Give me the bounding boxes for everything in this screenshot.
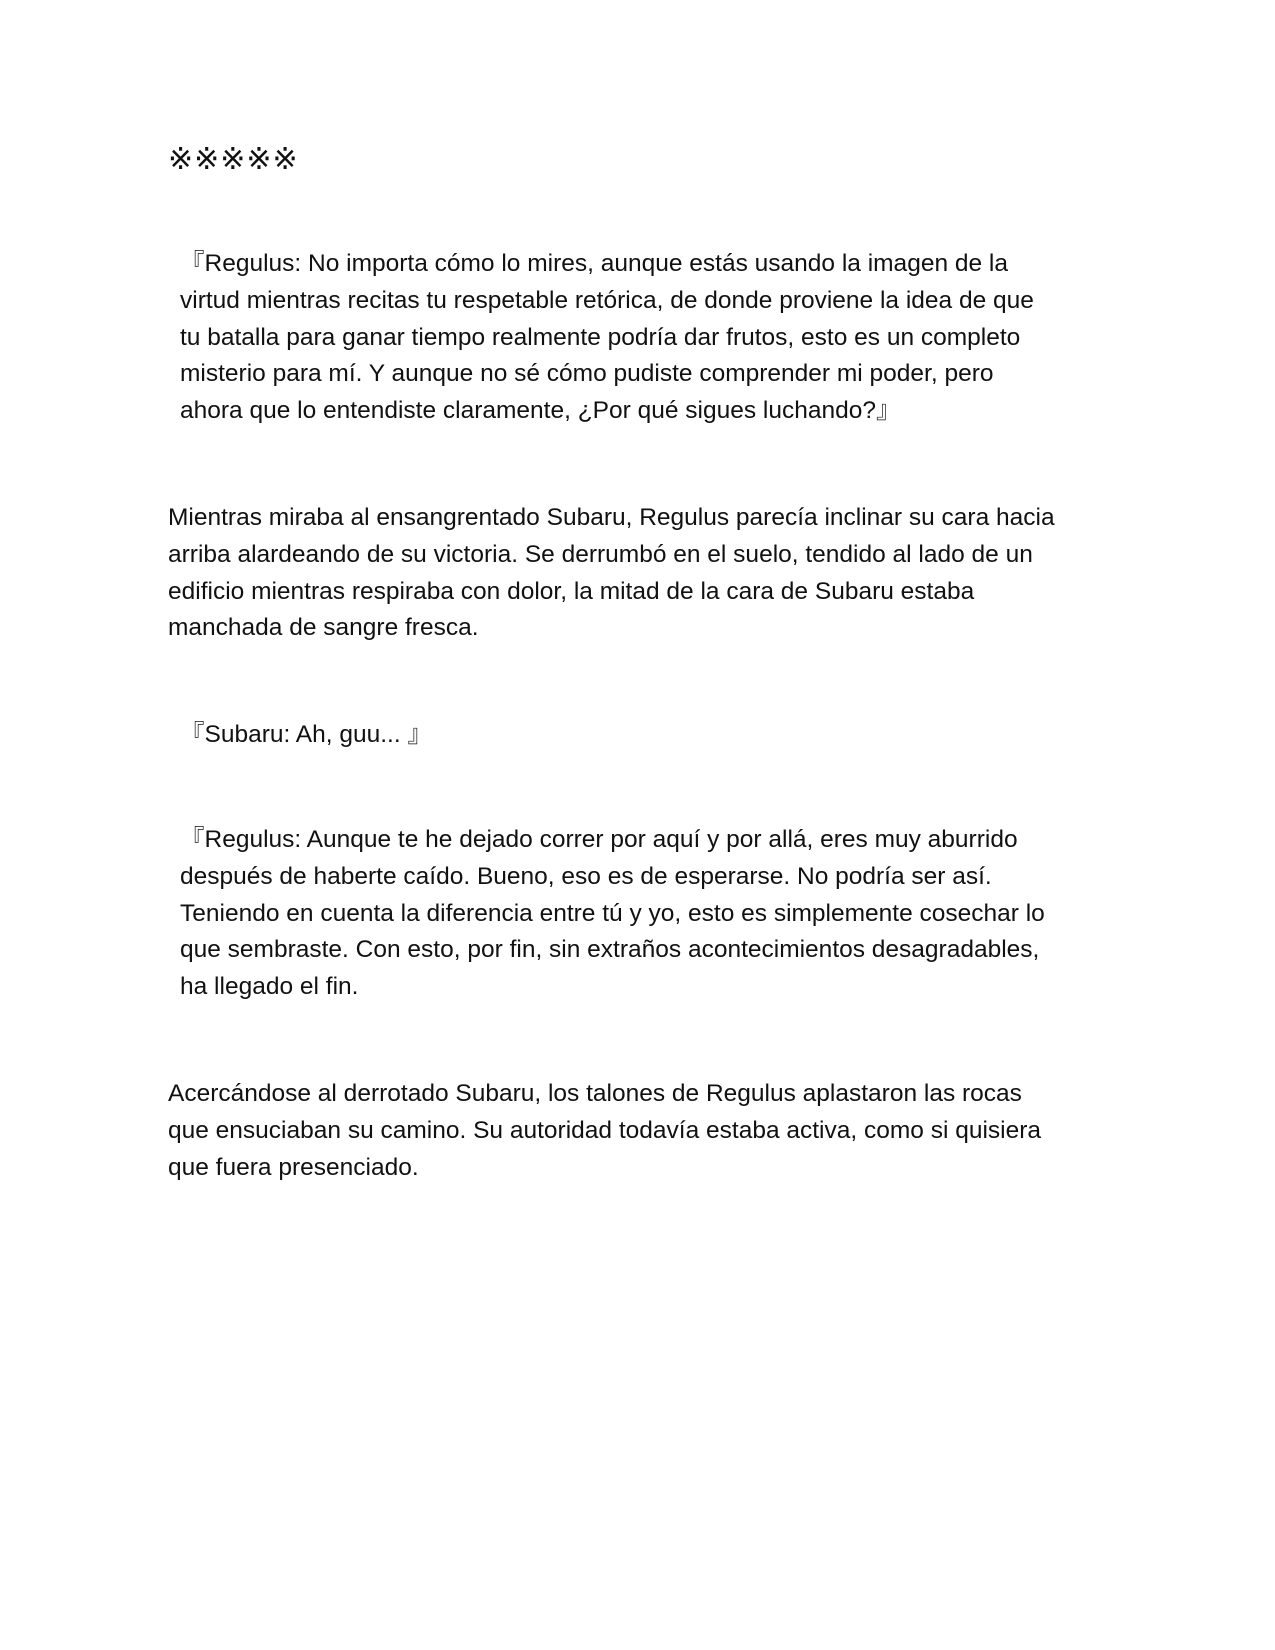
dialogue-regulus-1: 『Regulus: No importa cómo lo mires, aunque estás usando la imagen de la virtud mientras recitas tu respetable retórica, de donde proviene la idea de que tu batalla para ganar tiempo realmente podría dar frutos, esto es un completo misterio para mí. Y aunque no sé cómo pudiste comprender mi poder, pero ahora que lo entendiste claramente, ¿Por qué sigues luchando?』 <box>180 250 1034 425</box>
dialogue-subaru: 『Subaru: Ah, guu... 』 <box>180 721 432 749</box>
narration-1: Mientras miraba al ensangrentado Subaru, Regulus parecía inclinar su cara hacia arriba alardeando de su victoria. Se derrumbó en el suelo, tendido al lado de un edificio mientras respiraba con dolor, la mitad de la cara de Subaru estaba manchada de sangre fresca. <box>168 503 1055 642</box>
narration-2: Acercándose al derrotado Subaru, los talones de Regulus aplastaron las rocas que ensuciaban su camino. Su autoridad todavía estaba activa, como si quisiera que fuera presenciado. <box>168 1079 1042 1181</box>
document-body <box>168 140 1058 1186</box>
dialogue-regulus-2: 『Regulus: Aunque te he dejado correr por aquí y por allá, eres muy aburrido después de haberte caído. Bueno, eso es de esperarse. No podría ser así. Teniendo en cuenta la diferencia entre tú y yo, esto es simplemente cosechar lo que sembraste. Con esto, por fin, sin extraños acontecimientos desagradables, ha llegado el fin. <box>180 825 1045 1001</box>
scene-separator: ※※※※※ <box>168 142 299 177</box>
